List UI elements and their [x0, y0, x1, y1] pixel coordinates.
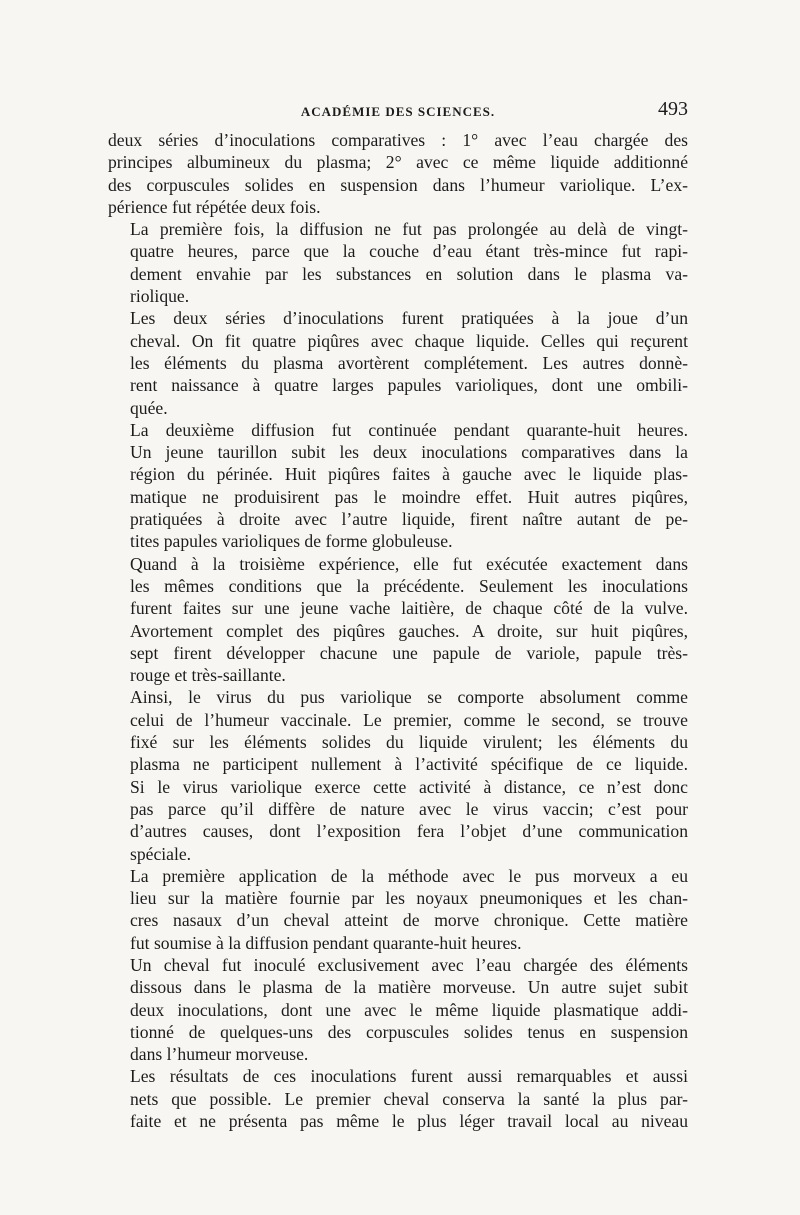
text-line: quée. [130, 397, 168, 418]
text-line: Quand à la troisième expérience, elle fut exécutée exactement dans [130, 553, 688, 574]
text-line: deux séries d’inoculations comparatives : 1° avec l’eau chargée des [108, 130, 688, 150]
text-line: d’autres causes, dont l’exposition fera l’objet d’une communication [130, 821, 688, 842]
text-line: dans l’humeur morveuse. [130, 1044, 309, 1065]
text-line: plasma ne participent nullement à l’activité spécifique de ce liquide. [130, 754, 688, 775]
paragraph [108, 307, 688, 418]
text-line: celui de l’humeur vaccinale. Le premier, comme le second, se trouve [130, 709, 688, 730]
text-line: pas parce qu’il diffère de nature avec le virus vaccin; c’est pour [130, 798, 688, 819]
paragraph [108, 419, 688, 553]
page-number: 493 [658, 98, 688, 120]
body-text [108, 129, 688, 1132]
text-line: deux inoculations, dont une avec le même liquide plasmatique addi- [130, 999, 688, 1020]
text-line: cheval. On fit quatre piqûres avec chaque liquide. Celles qui reçurent [130, 330, 688, 351]
text-line: lieu sur la matière fournie par les noyaux pneumoniques et les chan- [130, 888, 688, 909]
running-title: ACADÉMIE DES SCIENCES. [300, 104, 496, 119]
text-line: région du périnée. Huit piqûres faites à gauche avec le liquide plas- [130, 464, 688, 485]
text-line: La première fois, la diffusion ne fut pas prolongée au delà de vingt- [130, 219, 688, 240]
text-line: périence fut répétée deux fois. [108, 196, 321, 217]
text-line: faite et ne présenta pas même le plus léger travail local au niveau [130, 1111, 688, 1132]
paragraph [108, 553, 688, 687]
text-line: fut soumise à la diffusion pendant quarante-huit heures. [130, 932, 522, 953]
text-line: Les deux séries d’inoculations furent pratiquées à la joue d’un [130, 308, 688, 329]
text-line: furent faites sur une jeune vache laitière, de chaque côté de la vulve. [130, 598, 688, 619]
text-line: riolique. [130, 286, 190, 307]
text-line: tionné de quelques-uns des corpuscules solides tenus en suspension [130, 1021, 688, 1042]
text-line: La deuxième diffusion fut continuée pendant quarante-huit heures. [130, 419, 688, 440]
text-line: quatre heures, parce que la couche d’eau étant très-mince fut rapi- [130, 241, 688, 262]
text-line: rent naissance à quatre larges papules varioliques, dont une ombili- [130, 375, 688, 396]
text-line: rouge et très-saillante. [130, 665, 286, 686]
text-line: Si le virus variolique exerce cette activité à distance, ce n’est donc [130, 776, 688, 797]
text-line: spéciale. [130, 843, 192, 864]
paragraph [108, 686, 688, 864]
text-line: tites papules varioliques de forme globuleuse. [130, 531, 453, 552]
text-line: des corpuscules solides en suspension dans l’humeur variolique. L’ex- [108, 174, 688, 195]
text-line: Ainsi, le virus du pus variolique se comporte absolument comme [130, 687, 688, 708]
text-line: les éléments du plasma avortèrent complétement. Les autres donnè- [130, 352, 688, 373]
text-line: sept firent développer chacune une papule de variole, papule très- [130, 642, 688, 663]
text-line: principes albumineux du plasma; 2° avec ce même liquide additionné [108, 152, 688, 173]
text-line: cres nasaux d’un cheval atteint de morve chronique. Cette matière [130, 910, 688, 931]
text-line: fixé sur les éléments solides du liquide virulent; les éléments du [130, 732, 688, 753]
text-line: dissous dans le plasma de la matière morveuse. Un autre sujet subit [130, 977, 688, 998]
text-line: Un cheval fut inoculé exclusivement avec l’eau chargée des éléments [130, 954, 688, 975]
paragraph [108, 865, 688, 954]
text-line: La première application de la méthode avec le pus morveux a eu [130, 865, 688, 886]
text-line: Avortement complet des piqûres gauches. A droite, sur huit piqûres, [130, 620, 688, 641]
page-header [108, 100, 688, 124]
text-line: Un jeune taurillon subit les deux inoculations comparatives dans la [130, 442, 688, 463]
text-line: nets que possible. Le premier cheval conserva la santé la plus par- [130, 1088, 688, 1109]
text-line: dement envahie par les substances en solution dans le plasma va- [130, 263, 688, 284]
paragraph [108, 1065, 688, 1132]
text-line: matique ne produisirent pas le moindre effet. Huit autres piqûres, [130, 486, 688, 507]
paragraph [108, 129, 688, 218]
paragraph [108, 954, 688, 1065]
text-line: pratiquées à droite avec l’autre liquide, firent naître autant de pe- [130, 509, 688, 530]
text-line: les mêmes conditions que la précédente. Seulement les inoculations [130, 575, 688, 596]
paragraph [108, 218, 688, 307]
text-line: Les résultats de ces inoculations furent aussi remarquables et aussi [130, 1066, 688, 1087]
